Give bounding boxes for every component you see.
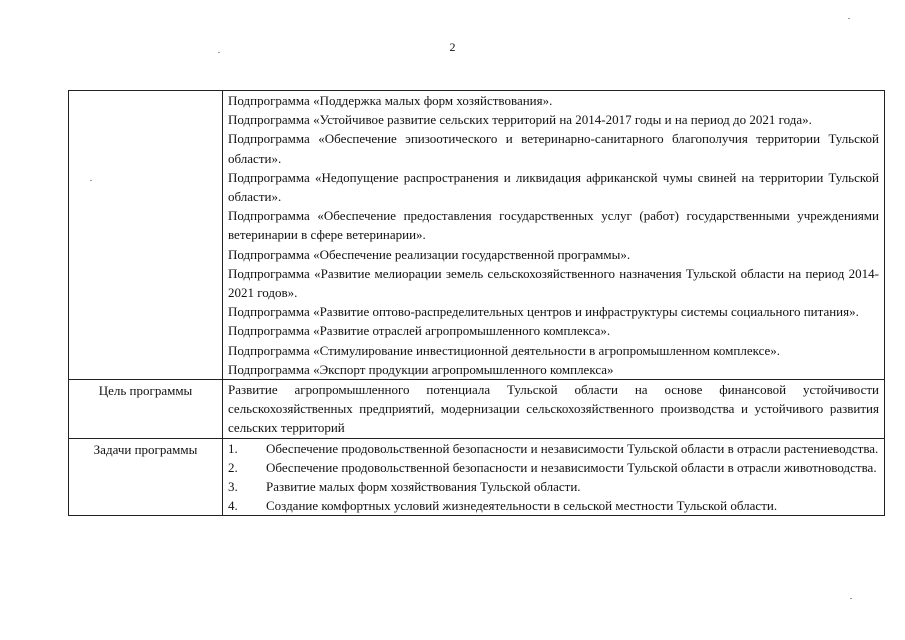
subprogram-item: Подпрограмма «Поддержка малых форм хозяйствования». (228, 93, 553, 108)
row-label-tasks: Задачи программы (69, 438, 223, 516)
page-number: 2 (449, 40, 456, 54)
task-number: 4. (228, 498, 238, 514)
task-text: Обеспечение продовольственной безопасности и независимости Тульской области в отрасли животноводства. (266, 459, 877, 475)
subprogram-item: Подпрограмма «Обеспечение предоставления государственных услуг (работ) государственными учреждениями ветеринарии в сфере ветеринарии». (228, 208, 879, 243)
program-table (68, 90, 885, 516)
subprogram-item: Подпрограмма «Развитие оптово-распределительных центров и инфраструктуры системы социального питания». (228, 304, 859, 320)
task-number: 2. (228, 459, 238, 475)
task-text: Обеспечение продовольственной безопасности и независимости Тульской области в отрасли растениеводства. (266, 440, 879, 456)
task-number: 3. (228, 479, 238, 495)
tasks-cell (223, 438, 885, 516)
task-text: Создание комфортных условий жизнедеятельности в сельской местности Тульской области. (266, 498, 778, 514)
scan-speck (848, 18, 850, 19)
goal-cell (223, 380, 885, 439)
table-row (69, 438, 885, 516)
subprograms-cell (223, 91, 885, 380)
scan-speck (218, 52, 220, 53)
scan-speck (850, 598, 852, 599)
subprogram-item: Подпрограмма «Стимулирование инвестиционной деятельности в агропромышленном комплексе». (228, 342, 781, 358)
task-text: Развитие малых форм хозяйствования Тульской области. (266, 479, 581, 495)
table-row (69, 380, 885, 439)
subprogram-item: Подпрограмма «Обеспечение эпизоотического и ветеринарно-санитарного благополучия территории Тульской области». (228, 131, 879, 166)
task-item (228, 496, 879, 515)
task-number: 1. (228, 440, 238, 456)
subprogram-item: Подпрограмма «Развитие мелиорации земель сельскохозяйственного назначения Тульской области на период 2014-2021 годов». (228, 265, 879, 301)
row-label-goal: Цель программы (69, 380, 223, 439)
row-label (69, 91, 223, 380)
subprogram-item: Подпрограмма «Экспорт продукции агропромышленного комплекса» (228, 361, 614, 377)
goal-text: Развитие агропромышленного потенциала Тульской области на основе финансовой устойчивости сельскохозяйственных предприятий, модернизации сельскохозяйственного производства и устойчивого развития сельских территорий (228, 382, 879, 436)
task-item (228, 458, 879, 477)
table-row (69, 91, 885, 380)
subprogram-item: Подпрограмма «Развитие отраслей агропромышленного комплекса». (228, 323, 611, 339)
subprogram-item: Подпрограмма «Устойчивое развитие сельских территорий на 2014-2017 годы и на период до 2021 года». (228, 112, 812, 128)
subprogram-item: Подпрограмма «Обеспечение реализации государственной программы». (228, 246, 631, 262)
subprogram-item: Подпрограмма «Недопущение распространения и ликвидация африканской чумы свиней на территории Тульской области». (228, 169, 879, 205)
task-item (228, 439, 879, 458)
task-item (228, 477, 879, 496)
